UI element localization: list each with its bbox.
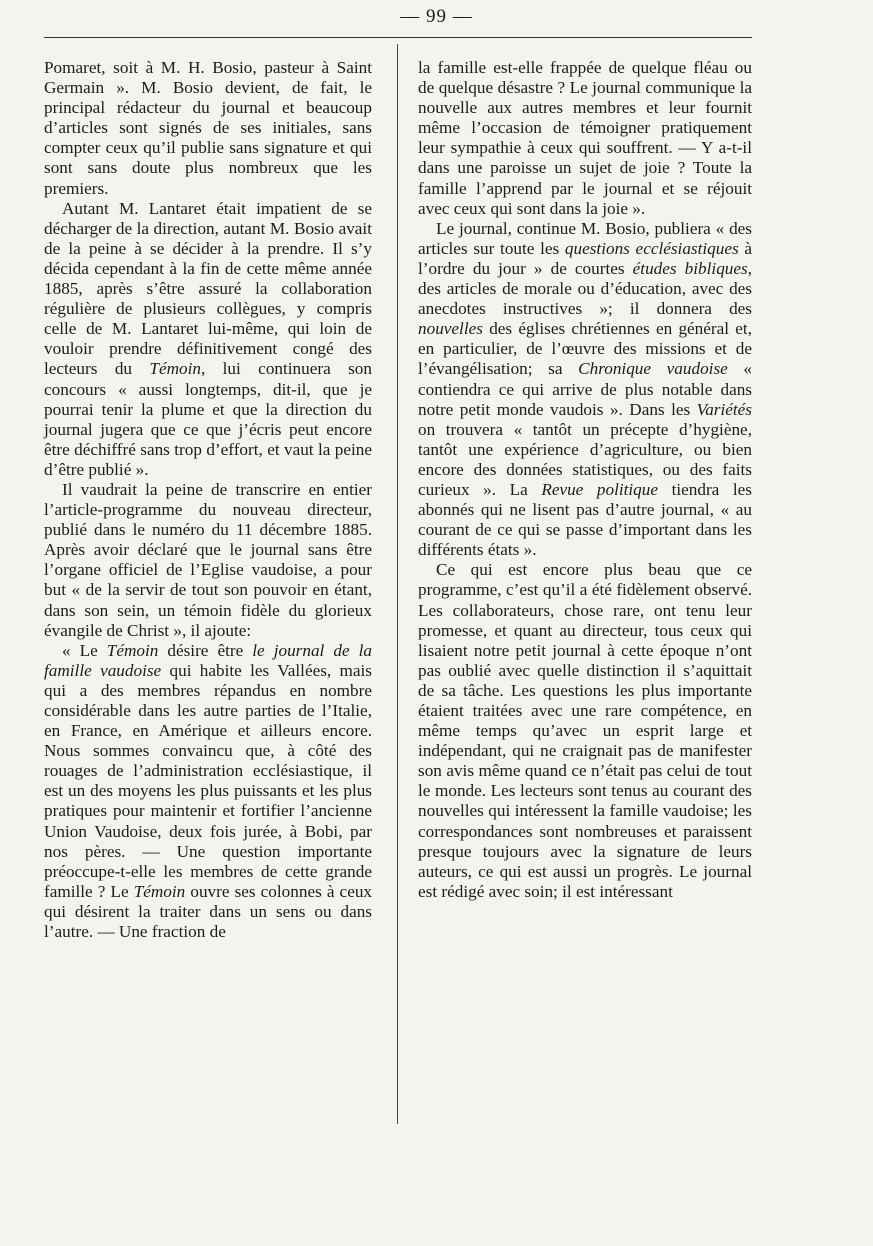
right-column xyxy=(418,58,752,902)
quotation: « Le Témoin désire être le journal de la famille vaudoise qui habite les Vallées, mais qui a des membres répandus en nombre considérable dans les autre parties de l’Italie, en France, en Amérique et ailleurs encore. Nous sommes convaincu que, à côté des rouages de l’administration ecclésiastique, il est un des moyens les plus puissants et les plus pratiques pour maintenir et fortifier l’ancienne Union Vaudoise, deux fois jurée, à Bobi, par nos pères. — Une question importante préoccupe-t-elle les membres de cette grande famille ? Le Témoin ouvre ses colonnes à ceux qui désirent la traiter dans un sens ou dans l’autre. — Une fraction de xyxy=(44,640,373,942)
paragraph: Pomaret, soit à M. H. Bosio, pasteur à Saint Germain ». M. Bosio devient, de fait, le principal rédacteur du journal et beaucoup d’articles sont signés de ses initiales, sans compter ceux qu’il publie sans signature et qui sont sans doute plus nombreux que les premiers. xyxy=(44,58,372,198)
italic-phrase: le journal de la famille vaudoise xyxy=(44,640,372,680)
paragraph: Autant M. Lantaret était impatient de se décharger de la direction, autant M. Bosio avait de la peine à se décider à la prendre. Il s’y décida cependant à la fin de cette même année 1885, après s’être assuré la collaboration régulière de plusieurs collègues, y compris celle de M. Lantaret lui-même, qui loin de vouloir prendre définitivement congé des lecteurs du Témoin, lui continuera son concours « aussi longtemps, dit-il, que je pourrai tenir la plume et que la direction du journal jugera que ce que j’écris peut encore être déchiffré sans trop d’effort, et vaut la peine d’être publié ». xyxy=(44,198,372,479)
italic-title: Chronique vaudoise xyxy=(578,359,728,379)
italic-phrase: études bibliques xyxy=(632,258,748,278)
paragraph: la famille est-elle frappée de quelque fléau ou de quelque désastre ? Le journal communique la nouvelle aux autres membres et leur fournit même l’occasion de témoigner pratiquement leur sympathie à ceux qui souffrent. — Y a-t-il dans une paroisse un sujet de joie ? Toute la famille l’apprend par le journal et se réjouit avec ceux qui sont dans la joie ». xyxy=(418,58,752,218)
italic-phrase: nouvelles xyxy=(418,319,483,339)
italic-title: Témoin xyxy=(106,640,159,660)
italic-title: Témoin xyxy=(133,881,186,901)
page-number: — 99 — xyxy=(400,6,473,27)
italic-title: Variétés xyxy=(696,399,752,419)
paragraph: Ce qui est encore plus beau que ce programme, c’est qu’il a été fidèlement observé. Les collaborateurs, chose rare, ont tenu leur promesse, et quant au directeur, tous ceux qui lisaient notre petit journal à cette époque n’ont pas oublié avec quelle distinction il s’aquittait de sa tâche. Les questions les plus importante étaient traitées avec une rare compétence, en même temps qu’avec un esprit large et indépendant, qui ne craignait pas de manifester son avis même quand ce n’était pas celui de tout le monde. Les lecteurs sont tenus au courant des nouvelles qui intéressent la famille vaudoise; les correspondances sont nombreuses et paraissent presque toujours avec la signature de leurs auteurs, ce qui est aussi un progrès. Le journal est rédigé avec soin; il est intéressant xyxy=(418,560,752,901)
italic-title: Témoin xyxy=(149,359,201,379)
paragraph: Il vaudrait la peine de transcrire en entier l’article-programme du nouveau directeur, publié dans le numéro du 11 décembre 1885. Après avoir déclaré que le journal sans être l’organe officiel de l’Eglise vaudoise, a pour but « de la servir de tout son pouvoir en étant, dans son sein, un témoin fidèle du glorieux évangile de Christ », il ajoute: xyxy=(44,479,372,640)
header-rule xyxy=(44,37,752,38)
column-divider xyxy=(397,44,398,1124)
italic-phrase: questions ecclésiastiques xyxy=(564,238,739,258)
italic-title: Revue politique xyxy=(541,479,658,499)
paragraph: Le journal, continue M. Bosio, publiera « des articles sur toute les questions ecclésiastiques à l’ordre du jour » de courtes études bibliques, des articles de morale ou d’éducation, avec des anecdotes instructives »; il donnera des nouvelles des églises chrétiennes en général et, en particulier, de l’œuvre des missions et de l’évangélisation; sa Chronique vaudoise « contiendra ce qui arrive de plus notable dans notre petit monde vaudois ». Dans les Variétés on trouvera « tantôt un précepte d’hygiène, tantôt une expérience d’agriculture, ou bien encore des données statistiques, ou des faits curieux ». La Revue politique tiendra les abonnés qui ne lisent pas d’autre journal, « au courant de ce qui se passe d’important dans les différents états ». xyxy=(418,218,752,560)
left-column xyxy=(44,58,372,942)
